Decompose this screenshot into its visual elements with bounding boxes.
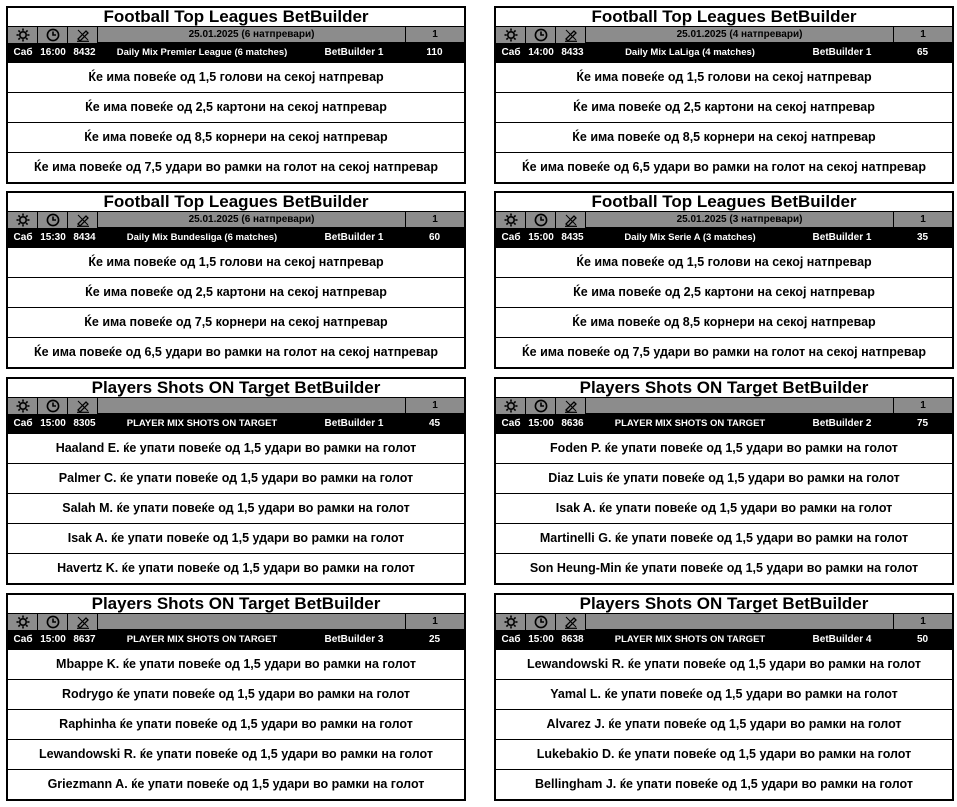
pen-icon (68, 212, 98, 228)
pen-icon (556, 398, 586, 414)
count-value: 1 (920, 214, 926, 225)
condition-line: Havertz K. ќе упати повеќе од 1,5 удари во рамки на голот (8, 553, 464, 583)
match-date-info (586, 398, 894, 413)
event-day: Саб (13, 418, 33, 429)
condition-line: Foden P. ќе упати повеќе од 1,5 удари во рамки на голот (496, 433, 952, 463)
event-day: Саб (501, 232, 521, 243)
condition-line: Diaz Luis ќе упати повеќе од 1,5 удари во рамки на голот (496, 463, 952, 493)
condition-line: Ќе има повеќе од 6,5 удари во рамки на голот на секој натпревар (496, 152, 952, 182)
pen-icon (556, 614, 586, 630)
betbuilder-card (494, 593, 954, 801)
condition-line: Ќе има повеќе од 2,5 картони на секој натпревар (8, 92, 464, 122)
card-title: Football Top Leagues BetBuilder (8, 8, 464, 27)
event-time: 15:00 (40, 634, 66, 645)
event-name: Daily Mix Serie A (3 matches) (624, 232, 756, 243)
clock-icon (526, 398, 556, 414)
betbuilder-card (494, 6, 954, 184)
clock-icon (38, 27, 68, 43)
condition-line: Ќе има повеќе од 2,5 картони на секој натпревар (496, 92, 952, 122)
condition-line: Ќе има повеќе од 8,5 корнери на секој натпревар (496, 122, 952, 152)
condition-line: Lewandowski R. ќе упати повеќе од 1,5 удари во рамки на голот (8, 739, 464, 769)
event-code: 8435 (561, 232, 584, 243)
event-time: 15:00 (40, 418, 66, 429)
condition-line: Griezmann A. ќе упати повеќе од 1,5 удари во рамки на голот (8, 769, 464, 799)
condition-line: Bellingham J. ќе упати повеќе од 1,5 удари во рамки на голот (496, 769, 952, 799)
card-header-row (8, 212, 464, 228)
count-value: 1 (432, 616, 438, 627)
odds-value: 25 (428, 634, 441, 645)
betbuilder-card (494, 377, 954, 585)
condition-line: Ќе има повеќе од 7,5 удари во рамки на голот на секој натпревар (496, 337, 952, 367)
event-code: 8432 (73, 47, 96, 58)
market-name: BetBuilder 1 (324, 232, 384, 243)
betbuilder-card (494, 191, 954, 369)
card-title: Football Top Leagues BetBuilder (8, 193, 464, 212)
event-time: 15:30 (40, 232, 66, 243)
clock-icon (526, 614, 556, 630)
market-name: BetBuilder 1 (812, 47, 872, 58)
card-header-row (8, 398, 464, 414)
event-time: 15:00 (528, 418, 554, 429)
condition-line: Isak A. ќе упати повеќе од 1,5 удари во рамки на голот (8, 523, 464, 553)
condition-line: Lukebakio D. ќе упати повеќе од 1,5 удари во рамки на голот (496, 739, 952, 769)
condition-line: Salah M. ќе упати повеќе од 1,5 удари во рамки на голот (8, 493, 464, 523)
sun-icon (8, 614, 38, 630)
event-bar[interactable] (8, 228, 464, 247)
event-bar[interactable] (496, 43, 952, 62)
event-time: 15:00 (528, 232, 554, 243)
pen-icon (68, 27, 98, 43)
condition-line: Mbappe K. ќе упати повеќе од 1,5 удари во рамки на голот (8, 649, 464, 679)
event-time: 14:00 (528, 47, 554, 58)
event-code: 8637 (73, 634, 96, 645)
event-bar[interactable] (8, 414, 464, 433)
condition-line: Ќе има повеќе од 1,5 голови на секој натпревар (496, 247, 952, 277)
condition-line: Haaland E. ќе упати повеќе од 1,5 удари во рамки на голот (8, 433, 464, 463)
card-title: Players Shots ON Target BetBuilder (496, 595, 952, 614)
event-code: 8305 (73, 418, 96, 429)
event-day: Саб (501, 47, 521, 58)
card-title: Football Top Leagues BetBuilder (496, 193, 952, 212)
condition-line: Ќе има повеќе од 2,5 картони на секој натпревар (8, 277, 464, 307)
market-name: BetBuilder 4 (812, 634, 872, 645)
event-day: Саб (13, 634, 33, 645)
card-header-row (496, 398, 952, 414)
betbuilder-card (6, 377, 466, 585)
condition-line: Alvarez J. ќе упати повеќе од 1,5 удари во рамки на голот (496, 709, 952, 739)
event-day: Саб (13, 232, 33, 243)
card-title: Players Shots ON Target BetBuilder (496, 379, 952, 398)
condition-line: Son Heung-Min ќе упати повеќе од 1,5 удари во рамки на голот (496, 553, 952, 583)
betbuilder-card (6, 593, 466, 801)
odds-value: 110 (426, 47, 443, 58)
betbuilder-card (6, 191, 466, 369)
condition-line: Ќе има повеќе од 8,5 корнери на секој натпревар (496, 307, 952, 337)
card-header-row (496, 27, 952, 43)
sun-icon (496, 614, 526, 630)
clock-icon (38, 212, 68, 228)
event-name: PLAYER MIX SHOTS ON TARGET (614, 418, 766, 429)
pen-icon (68, 614, 98, 630)
event-bar[interactable] (496, 630, 952, 649)
match-date-info (98, 398, 406, 413)
count-value: 1 (920, 400, 926, 411)
odds-value: 65 (916, 47, 929, 58)
condition-line: Ќе има повеќе од 7,5 корнери на секој натпревар (8, 307, 464, 337)
event-code: 8434 (73, 232, 96, 243)
event-name: PLAYER MIX SHOTS ON TARGET (126, 634, 278, 645)
condition-line: Ќе има повеќе од 6,5 удари во рамки на голот на секој натпревар (8, 337, 464, 367)
clock-icon (526, 27, 556, 43)
condition-line: Ќе има повеќе од 1,5 голови на секој натпревар (8, 62, 464, 92)
match-date-info: 25.01.2025 (6 натпревари) (98, 27, 406, 42)
pen-icon (556, 212, 586, 228)
count-value: 1 (920, 29, 926, 40)
match-date-info: 25.01.2025 (6 натпревари) (98, 212, 406, 227)
clock-icon (38, 398, 68, 414)
event-bar[interactable] (496, 228, 952, 247)
event-bar[interactable] (8, 630, 464, 649)
event-bar[interactable] (8, 43, 464, 62)
condition-line: Ќе има повеќе од 8,5 корнери на секој натпревар (8, 122, 464, 152)
market-name: BetBuilder 3 (324, 634, 384, 645)
market-name: BetBuilder 1 (812, 232, 872, 243)
event-name: Daily Mix Premier League (6 matches) (116, 47, 288, 58)
sun-icon (496, 212, 526, 228)
condition-line: Ќе има повеќе од 7,5 удари во рамки на голот на секој натпревар (8, 152, 464, 182)
count-value: 1 (432, 400, 438, 411)
sun-icon (8, 398, 38, 414)
event-code: 8433 (561, 47, 584, 58)
event-day: Саб (501, 418, 521, 429)
event-name: PLAYER MIX SHOTS ON TARGET (126, 418, 278, 429)
odds-value: 45 (428, 418, 441, 429)
clock-icon (38, 614, 68, 630)
count-value: 1 (920, 616, 926, 627)
odds-value: 50 (916, 634, 929, 645)
market-name: BetBuilder 2 (812, 418, 872, 429)
card-header-row (496, 212, 952, 228)
card-title: Players Shots ON Target BetBuilder (8, 379, 464, 398)
condition-line: Lewandowski R. ќе упати повеќе од 1,5 удари во рамки на голот (496, 649, 952, 679)
match-date-info: 25.01.2025 (3 натпревари) (586, 212, 894, 227)
card-title: Football Top Leagues BetBuilder (496, 8, 952, 27)
card-header-row (8, 27, 464, 43)
condition-line: Yamal L. ќе упати повеќе од 1,5 удари во рамки на голот (496, 679, 952, 709)
sun-icon (496, 27, 526, 43)
condition-line: Ќе има повеќе од 1,5 голови на секој натпревар (496, 62, 952, 92)
card-header-row (496, 614, 952, 630)
event-code: 8636 (561, 418, 584, 429)
condition-line: Isak A. ќе упати повеќе од 1,5 удари во рамки на голот (496, 493, 952, 523)
odds-value: 60 (428, 232, 441, 243)
event-day: Саб (13, 47, 33, 58)
event-code: 8638 (561, 634, 584, 645)
odds-value: 35 (916, 232, 929, 243)
count-value: 1 (432, 214, 438, 225)
condition-line: Ќе има повеќе од 1,5 голови на секој натпревар (8, 247, 464, 277)
market-name: BetBuilder 1 (324, 418, 384, 429)
clock-icon (526, 212, 556, 228)
event-time: 15:00 (528, 634, 554, 645)
sun-icon (8, 212, 38, 228)
event-bar[interactable] (496, 414, 952, 433)
match-date-info (586, 614, 894, 629)
count-value: 1 (432, 29, 438, 40)
pen-icon (556, 27, 586, 43)
odds-value: 75 (916, 418, 929, 429)
sun-icon (496, 398, 526, 414)
condition-line: Palmer C. ќе упати повеќе од 1,5 удари во рамки на голот (8, 463, 464, 493)
event-name: Daily Mix LaLiga (4 matches) (625, 47, 755, 58)
event-day: Саб (501, 634, 521, 645)
condition-line: Raphinha ќе упати повеќе од 1,5 удари во рамки на голот (8, 709, 464, 739)
market-name: BetBuilder 1 (324, 47, 384, 58)
betbuilder-card (6, 6, 466, 184)
card-title: Players Shots ON Target BetBuilder (8, 595, 464, 614)
match-date-info (98, 614, 406, 629)
card-header-row (8, 614, 464, 630)
event-name: PLAYER MIX SHOTS ON TARGET (614, 634, 766, 645)
match-date-info: 25.01.2025 (4 натпревари) (586, 27, 894, 42)
condition-line: Martinelli G. ќе упати повеќе од 1,5 удари во рамки на голот (496, 523, 952, 553)
sun-icon (8, 27, 38, 43)
pen-icon (68, 398, 98, 414)
event-time: 16:00 (40, 47, 66, 58)
event-name: Daily Mix Bundesliga (6 matches) (126, 232, 278, 243)
condition-line: Rodrygo ќе упати повеќе од 1,5 удари во рамки на голот (8, 679, 464, 709)
condition-line: Ќе има повеќе од 2,5 картони на секој натпревар (496, 277, 952, 307)
